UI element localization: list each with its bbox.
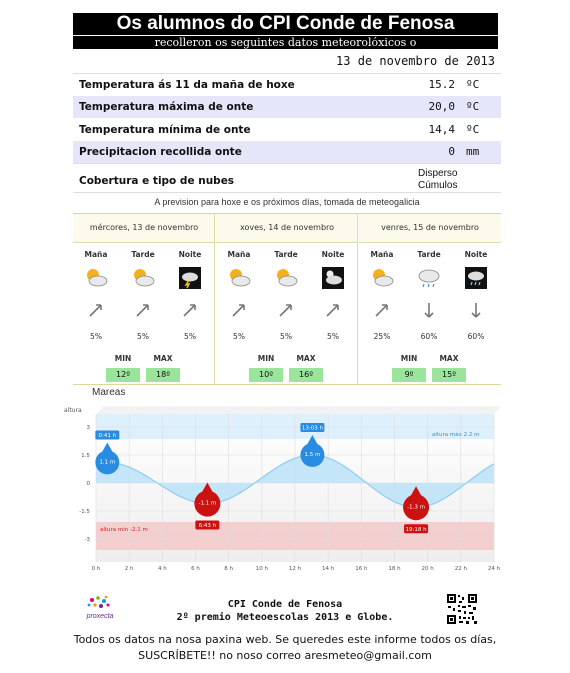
- wind-arrow-icon: [456, 301, 496, 319]
- row-unit: ºC: [466, 78, 480, 91]
- x-tick-label: 24 h: [487, 566, 500, 572]
- plot-depth-top: [96, 406, 500, 414]
- logo-text: proxecta: [86, 613, 114, 620]
- data-row-temp-min: [73, 119, 501, 141]
- forecast-panel: [73, 213, 501, 385]
- min-label: MIN: [400, 354, 418, 363]
- footer-message: [0, 632, 570, 664]
- day-title: venres, 15 de novembro: [359, 214, 501, 243]
- tide-chart: [58, 400, 500, 588]
- x-tick-label: 8 h: [224, 566, 234, 572]
- data-row-temp-max: [73, 96, 501, 118]
- row-label: Temperatura mínima de onte: [79, 124, 251, 136]
- sun-cloud-icon: [266, 267, 306, 291]
- row-unit: ºC: [466, 100, 480, 113]
- row-value: 20,0: [428, 100, 455, 113]
- x-tick-label: 14 h: [322, 566, 335, 572]
- marker-time: 19:18 h: [405, 526, 427, 533]
- marker-height: 1.5 m: [304, 452, 321, 458]
- period-label: Tarde: [131, 250, 155, 259]
- night-cloud-icon: [313, 267, 353, 291]
- data-row-temp-now: [73, 74, 501, 96]
- rain-probability: 5%: [137, 332, 149, 341]
- y-tick-label: 1.5: [81, 453, 90, 459]
- sun-cloud-icon: [219, 267, 259, 291]
- wind-arrow-icon: [123, 301, 163, 319]
- y-tick-label: -1.5: [79, 509, 90, 515]
- period-label: Maña: [227, 250, 251, 259]
- footer-line-1: Todos os datos na nosa paxina web. Se queredes este informe todos os días,: [73, 633, 497, 646]
- x-tick-label: 22 h: [454, 566, 467, 572]
- tides-title: Mareas: [92, 387, 126, 398]
- y-tick-label: -3: [84, 537, 90, 543]
- rain-probability: 25%: [373, 332, 391, 341]
- marker-height: -1.3 m: [407, 504, 425, 511]
- wind-arrow-icon: [313, 301, 353, 319]
- wind-arrow-icon: [409, 301, 449, 319]
- axis-title: altura: [64, 407, 82, 414]
- min-height-note: altura min -2.1 m: [100, 527, 148, 533]
- wind-arrow-icon: [219, 301, 259, 319]
- x-tick-label: 20 h: [421, 566, 434, 572]
- school-name: CPI Conde de Fenosa: [227, 599, 343, 610]
- y-tick-label: 3: [86, 425, 90, 431]
- min-temp: 9º: [392, 368, 426, 382]
- period-label: Tarde: [274, 250, 298, 259]
- row-value: 14,4: [428, 123, 455, 136]
- qr-code[interactable]: [446, 593, 478, 625]
- wind-arrow-icon: [170, 301, 210, 319]
- max-height-note: altura máx 2.2 m: [432, 432, 480, 438]
- sun-cloud-icon: [123, 267, 163, 291]
- cloud-value: [418, 168, 457, 192]
- forecast-day-1: [73, 214, 215, 384]
- x-tick-label: 16 h: [355, 566, 368, 572]
- forecast-day-2: [216, 214, 358, 384]
- day-title: xoves, 14 de novembro: [216, 214, 358, 243]
- period-label: Tarde: [417, 250, 441, 259]
- data-row-precip: [73, 141, 501, 163]
- max-label: MAX: [153, 354, 173, 363]
- period-label: Maña: [370, 250, 394, 259]
- row-value: 0: [448, 145, 455, 158]
- period-label: Noite: [321, 250, 345, 259]
- max-temp: 15º: [432, 368, 466, 382]
- rain-probability: 60%: [420, 332, 438, 341]
- report-subtitle: recolleron os seguintes datos meteorolóxicos o: [73, 36, 498, 49]
- min-temp: 10º: [249, 368, 283, 382]
- x-tick-label: 2 h: [124, 566, 134, 572]
- night-storm-icon: [170, 267, 210, 291]
- period-label: Maña: [84, 250, 108, 259]
- forecast-day-3: [359, 214, 501, 384]
- divider: [73, 192, 501, 193]
- x-tick-label: 10 h: [255, 566, 268, 572]
- footer-line-2: SUSCRÍBETE!! no noso correo aresmeteo@gmail.com: [138, 649, 432, 662]
- forecast-intro: A prevision para hoxe e os próximos días, tomada de meteogalicia: [154, 197, 420, 207]
- x-tick-label: 4 h: [157, 566, 167, 572]
- rain-probability: 5%: [280, 332, 292, 341]
- row-label: Temperatura ás 11 da maña de hoxe: [79, 79, 295, 91]
- min-label: MIN: [257, 354, 275, 363]
- marker-height: -1.1 m: [198, 500, 217, 507]
- sun-cloud-icon: [76, 267, 116, 291]
- footer-credits: [150, 598, 420, 624]
- row-label: Precipitacion recollida onte: [79, 146, 242, 158]
- divider: [73, 163, 501, 164]
- wind-arrow-icon: [362, 301, 402, 319]
- prize-text: 2º premio Meteoescolas 2013 e Globe.: [176, 612, 394, 623]
- row-label: Temperatura máxima de onte: [79, 101, 254, 113]
- marker-time: 0:41 h: [98, 432, 117, 439]
- proxecta-logo: [80, 593, 120, 623]
- day-title: mércores, 13 de novembro: [73, 214, 215, 243]
- min-label: MIN: [114, 354, 132, 363]
- rain-probability: 5%: [90, 332, 102, 341]
- max-label: MAX: [296, 354, 316, 363]
- max-label: MAX: [439, 354, 459, 363]
- min-temp: 12º: [106, 368, 140, 382]
- row-unit: ºC: [466, 123, 480, 136]
- row-label: Cobertura e tipo de nubes: [79, 175, 235, 187]
- rain-probability: 60%: [467, 332, 485, 341]
- rain-probability: 5%: [184, 332, 196, 341]
- rain-probability: 5%: [327, 332, 339, 341]
- night-rain-icon: [456, 267, 496, 291]
- period-label: Noite: [464, 250, 488, 259]
- row-value: 15.2: [428, 78, 455, 91]
- x-tick-label: 6 h: [191, 566, 200, 572]
- max-temp: 18º: [146, 368, 180, 382]
- marker-time: 13:03 h: [301, 425, 323, 432]
- cloud-type: Cúmulos: [418, 180, 458, 191]
- marker-height: 1.1 m: [99, 459, 116, 466]
- sun-cloud-icon: [362, 267, 402, 291]
- row-unit: mm: [466, 145, 480, 158]
- rain-probability: 5%: [233, 332, 245, 341]
- divider: [357, 214, 358, 384]
- max-temp: 16º: [289, 368, 323, 382]
- marker-time: 6:43 h: [198, 523, 217, 530]
- x-tick-label: 18 h: [388, 566, 401, 572]
- x-tick-label: 12 h: [288, 566, 302, 572]
- wind-arrow-icon: [76, 301, 116, 319]
- rain-cloud-icon: [409, 267, 449, 291]
- x-tick-label: 0 h: [91, 566, 101, 572]
- report-title: Os alumnos do CPI Conde de Fenosa: [73, 13, 498, 35]
- y-tick-label: 0: [86, 481, 90, 487]
- period-label: Noite: [178, 250, 202, 259]
- cloud-coverage: Disperso: [418, 168, 458, 179]
- report-date: 13 de novembro de 2013: [336, 54, 495, 68]
- wind-arrow-icon: [266, 301, 306, 319]
- divider: [214, 214, 215, 384]
